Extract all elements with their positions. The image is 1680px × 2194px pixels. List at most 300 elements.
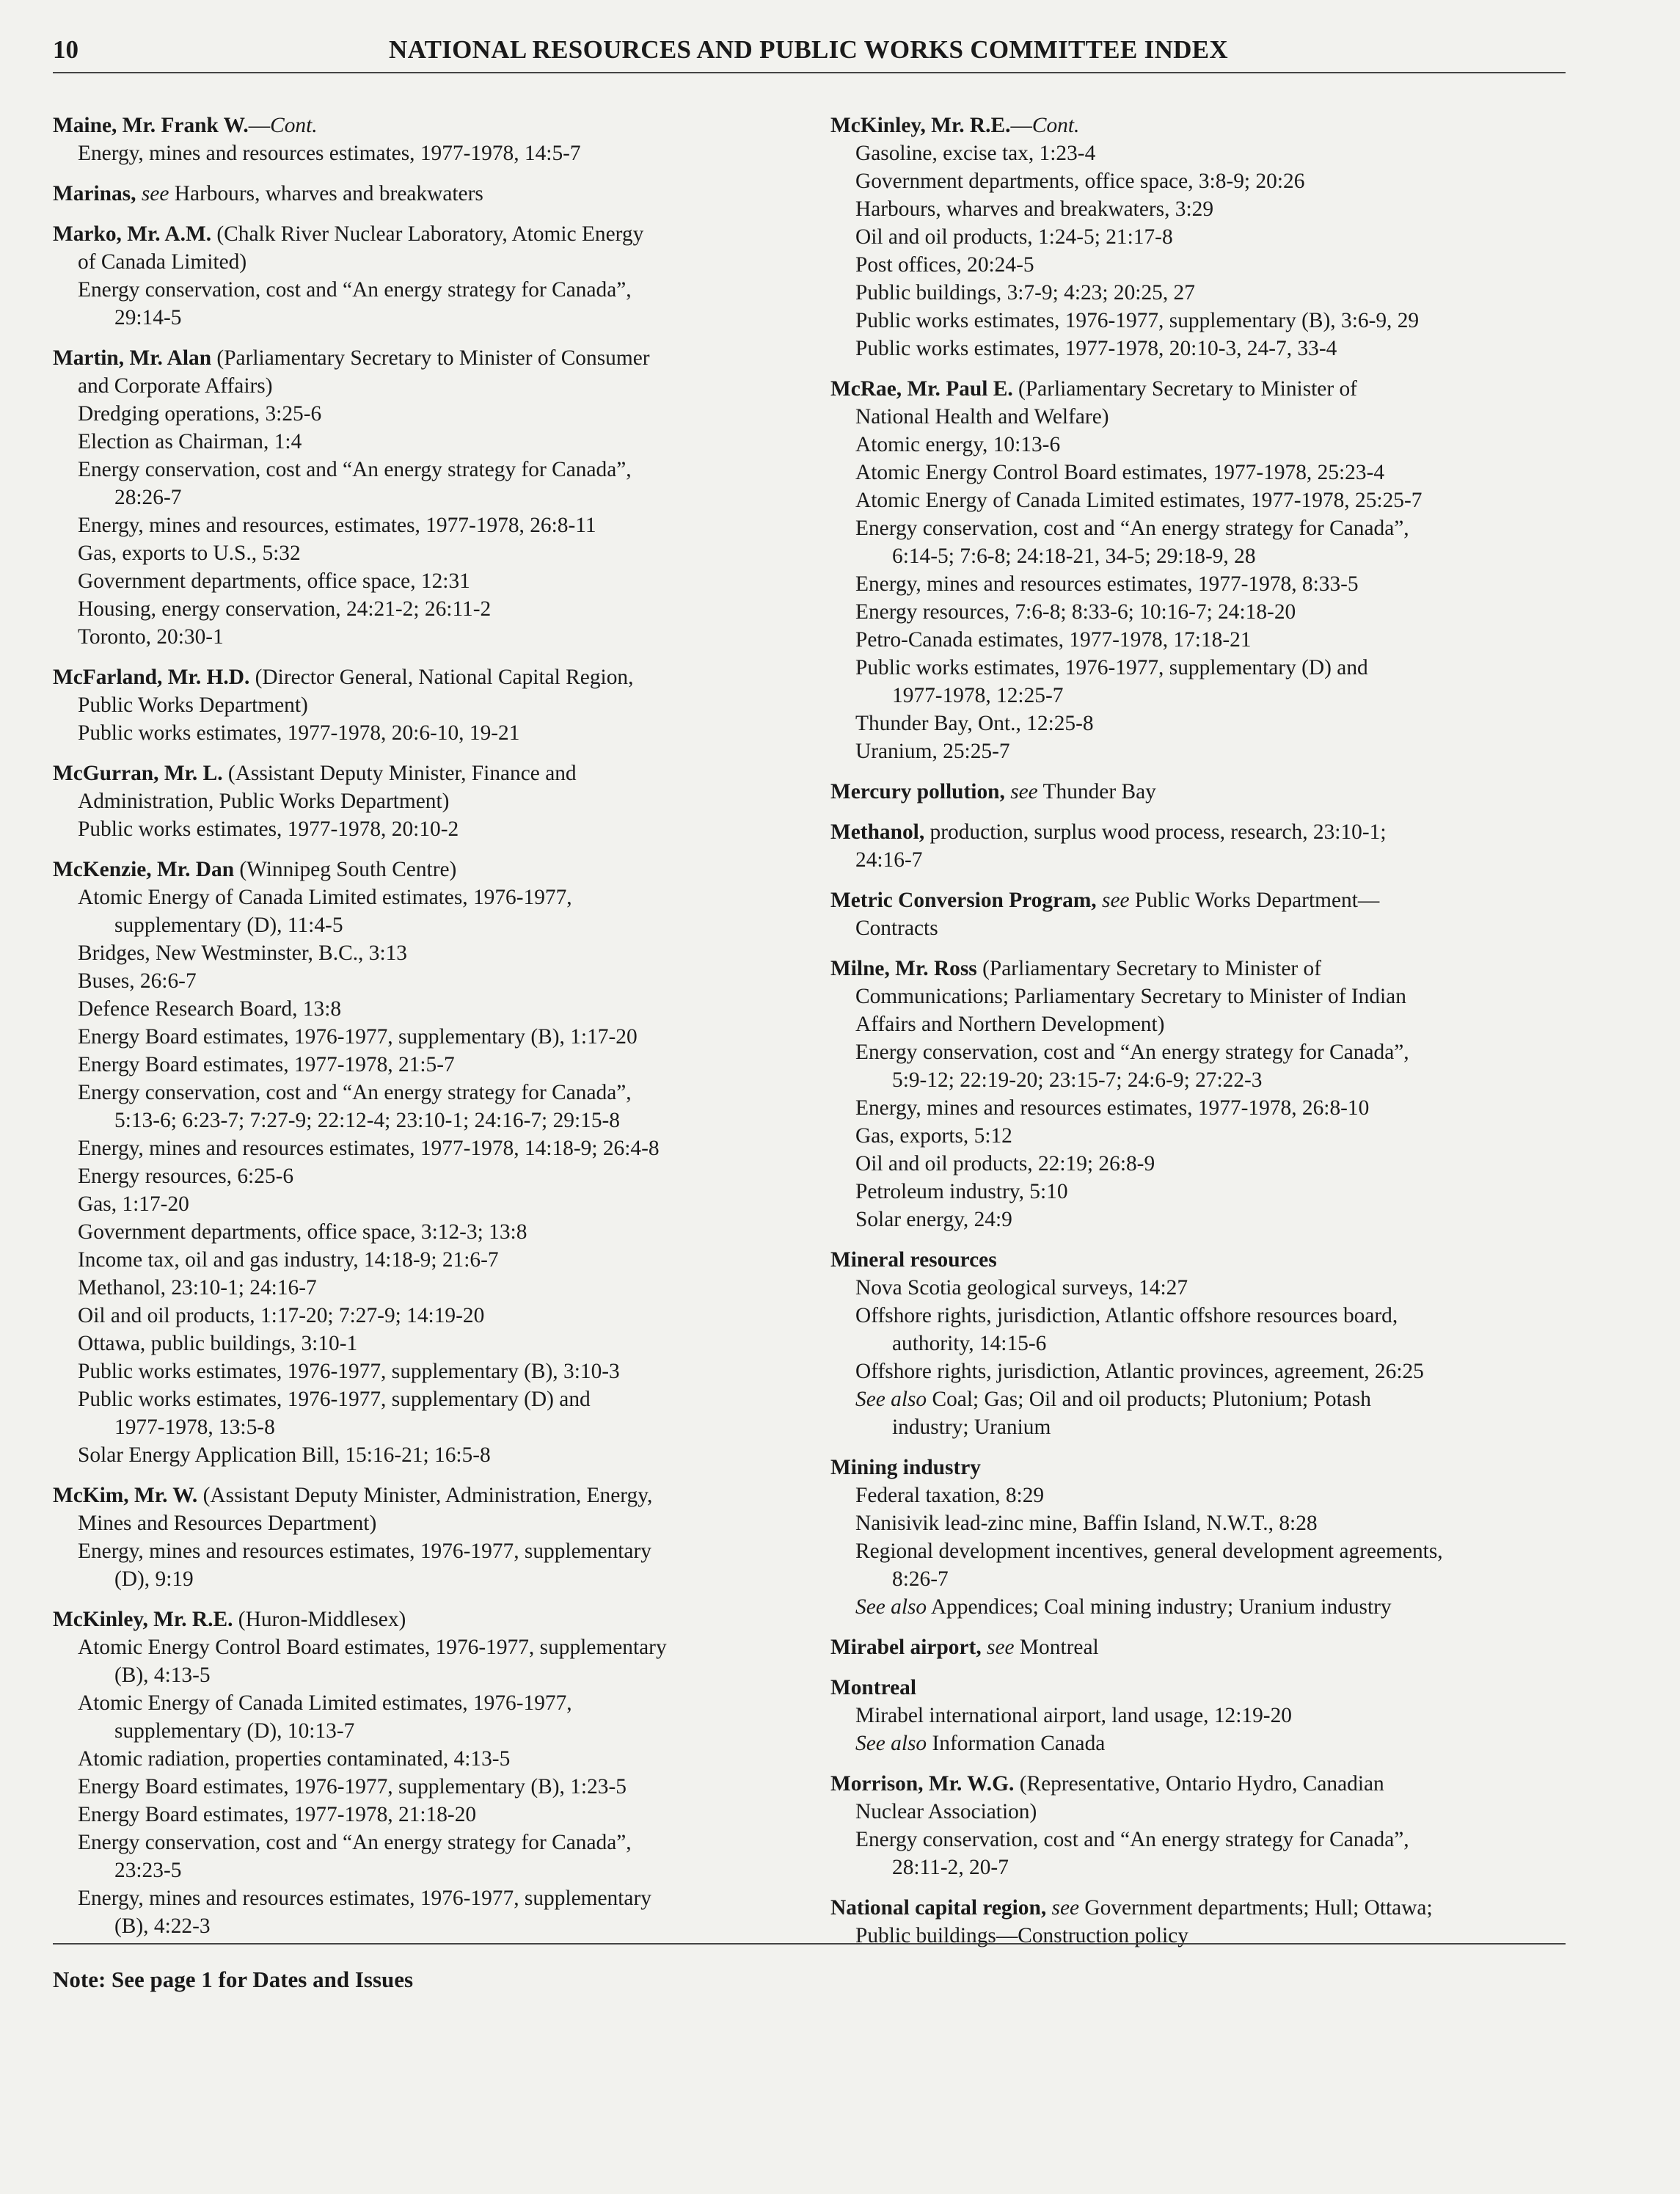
entry-text: Mirabel airport, xyxy=(830,1636,982,1659)
entry-text: Atomic Energy of Canada Limited estimates, 1976-1977, xyxy=(78,1691,572,1715)
entry-text: See also xyxy=(855,1595,927,1619)
entry-text: McKinley, Mr. R.E. xyxy=(53,1608,233,1631)
index-entry xyxy=(53,1482,794,1593)
entry-text xyxy=(1046,1896,1051,1920)
entry-text: Metric Conversion Program, xyxy=(830,889,1097,912)
index-entry xyxy=(830,1246,1571,1441)
entry-text: Ottawa, public buildings, 3:10-1 xyxy=(78,1332,358,1355)
entry-text: Gasoline, excise tax, 1:23-4 xyxy=(855,142,1096,165)
entry-text: Offshore rights, jurisdiction, Atlantic provinces, agreement, 26:25 xyxy=(855,1360,1424,1383)
entry-subentry-line xyxy=(830,682,1571,710)
entry-text: Atomic Energy of Canada Limited estimates, 1977-1978, 25:25-7 xyxy=(855,489,1422,512)
entry-text xyxy=(982,1636,987,1659)
entry-subentry-line xyxy=(53,567,794,595)
entry-text: Nanisivik lead-zinc mine, Baffin Island, N.W.T., 8:28 xyxy=(855,1512,1318,1535)
entry-heading-line xyxy=(830,1633,1571,1661)
entry-text: Gas, exports, 5:12 xyxy=(855,1124,1012,1148)
entry-subentry-line xyxy=(53,1689,794,1717)
entry-text: Morrison, Mr. W.G. xyxy=(830,1772,1015,1796)
entry-subentry-line xyxy=(53,939,794,967)
entry-subentry-line xyxy=(53,428,794,456)
entry-text: Cont. xyxy=(1031,114,1080,137)
entry-text: Methanol, 23:10-1; 24:16-7 xyxy=(78,1276,317,1300)
entry-text: Contracts xyxy=(855,916,938,940)
entry-subentry-line xyxy=(830,1922,1571,1950)
entry-heading-line xyxy=(830,375,1571,403)
entry-text: (Parliamentary Secretary to Minister of xyxy=(1012,377,1357,401)
entry-subentry-line xyxy=(53,539,794,567)
entry-subentry-line xyxy=(53,400,794,428)
entry-text: Thunder Bay, Ont., 12:25-8 xyxy=(855,712,1094,735)
entry-text: Government departments, office space, 3:8-9; 20:26 xyxy=(855,170,1305,193)
entry-subentry-line xyxy=(830,1094,1571,1122)
entry-text: Mineral resources xyxy=(830,1248,997,1272)
entry-subentry-line xyxy=(830,167,1571,195)
entry-text: 1977-1978, 12:25-7 xyxy=(892,684,1064,707)
entry-text: see xyxy=(1102,889,1130,912)
entry-subentry-line xyxy=(830,279,1571,307)
entry-subentry-line xyxy=(830,570,1571,598)
entry-text: Energy Board estimates, 1977-1978, 21:5-7 xyxy=(78,1053,455,1076)
entry-text: (D), 9:19 xyxy=(114,1567,194,1591)
entry-subentry-line xyxy=(830,598,1571,626)
entry-text: 5:13-6; 6:23-7; 7:27-9; 22:12-4; 23:10-1; 24:16-7; 29:15-8 xyxy=(114,1109,621,1132)
entry-text: Nuclear Association) xyxy=(855,1800,1037,1823)
entry-subentry-line xyxy=(830,486,1571,514)
entry-text: Energy, mines and resources estimates, 1977-1978, 14:18-9; 26:4-8 xyxy=(78,1137,660,1160)
entry-text: (Parliamentary Secretary to Minister of xyxy=(976,957,1322,980)
entry-subentry-line xyxy=(830,846,1571,874)
entry-text: Election as Chairman, 1:4 xyxy=(78,430,302,453)
entry-text: Energy Board estimates, 1976-1977, supplementary (B), 1:17-20 xyxy=(78,1025,638,1049)
entry-heading-line xyxy=(830,1674,1571,1702)
entry-text: Energy Board estimates, 1977-1978, 21:18-20 xyxy=(78,1803,477,1826)
entry-text: Affairs and Northern Development) xyxy=(855,1013,1165,1036)
entry-text: National Health and Welfare) xyxy=(855,405,1109,429)
entry-text: Public works estimates, 1977-1978, 20:6-10, 19-21 xyxy=(78,721,520,745)
entry-subentry-line xyxy=(830,1010,1571,1038)
entry-subentry-line xyxy=(53,1912,794,1940)
entry-text: Energy conservation, cost and “An energy strategy for Canada”, xyxy=(855,517,1409,540)
entry-text: Mines and Resources Department) xyxy=(78,1512,377,1535)
entry-subentry-line xyxy=(53,1441,794,1469)
entry-subentry-line xyxy=(53,1856,794,1884)
entry-heading-line xyxy=(53,220,794,248)
entry-subentry-line xyxy=(53,1246,794,1274)
entry-text: Energy conservation, cost and “An energy strategy for Canada”, xyxy=(78,1081,632,1104)
entry-text: Uranium, 25:25-7 xyxy=(855,740,1010,763)
entry-subentry-line xyxy=(53,1633,794,1661)
entry-subentry-line xyxy=(53,1413,794,1441)
entry-text: Defence Research Board, 13:8 xyxy=(78,997,342,1021)
entry-heading-line xyxy=(53,1482,794,1509)
entry-subentry-line xyxy=(830,223,1571,251)
entry-subentry-line xyxy=(53,1537,794,1565)
entry-subentry-line xyxy=(53,372,794,400)
entry-subentry-line xyxy=(830,1565,1571,1593)
entry-heading-line xyxy=(830,818,1571,846)
entry-subentry-line xyxy=(53,1302,794,1330)
entry-text: Energy conservation, cost and “An energy strategy for Canada”, xyxy=(855,1828,1409,1851)
index-entry xyxy=(830,1894,1571,1950)
entry-text: see xyxy=(141,182,169,205)
entry-heading-line xyxy=(53,856,794,883)
entry-text: See also xyxy=(855,1732,927,1755)
entry-text: (Assistant Deputy Minister, Finance and xyxy=(222,762,577,785)
entry-text: Gas, 1:17-20 xyxy=(78,1192,189,1216)
entry-text: (Representative, Ontario Hydro, Canadian xyxy=(1014,1772,1384,1796)
entry-subentry-line xyxy=(830,514,1571,542)
entry-subentry-line xyxy=(53,248,794,276)
entry-subentry-line xyxy=(830,1206,1571,1233)
entry-text: supplementary (D), 10:13-7 xyxy=(114,1719,355,1743)
index-entry xyxy=(53,112,794,167)
entry-subentry-line xyxy=(53,1079,794,1107)
entry-subentry-line xyxy=(53,484,794,511)
entry-subentry-line xyxy=(53,139,794,167)
entry-subentry-line xyxy=(53,1801,794,1829)
page-number: 10 xyxy=(53,35,78,64)
entry-subentry-line xyxy=(830,1509,1571,1537)
entry-subentry-line xyxy=(53,456,794,484)
entry-text: Nova Scotia geological surveys, 14:27 xyxy=(855,1276,1188,1300)
footer-note: Note: See page 1 for Dates and Issues xyxy=(53,1967,414,1992)
index-entry xyxy=(53,856,794,1469)
entry-subentry-line xyxy=(53,787,794,815)
entry-text: Communications; Parliamentary Secretary to Minister of Indian xyxy=(855,985,1406,1008)
entry-text: 28:11-2, 20-7 xyxy=(892,1856,1009,1879)
entry-text: (Huron-Middlesex) xyxy=(233,1608,406,1631)
entry-heading-line xyxy=(53,759,794,787)
entry-heading-line xyxy=(830,1770,1571,1798)
entry-text: Energy resources, 6:25-6 xyxy=(78,1165,294,1188)
entry-text: Oil and oil products, 1:24-5; 21:17-8 xyxy=(855,225,1173,249)
index-entry xyxy=(53,180,794,208)
entry-text: (B), 4:22-3 xyxy=(114,1914,211,1938)
entry-subentry-line xyxy=(830,1038,1571,1066)
entry-subentry-line xyxy=(830,1854,1571,1881)
entry-subentry-line xyxy=(830,1537,1571,1565)
entry-subentry-line xyxy=(830,1385,1571,1413)
entry-subentry-line xyxy=(53,1884,794,1912)
entry-text: Public Works Department— xyxy=(1129,889,1380,912)
entry-text: Milne, Mr. Ross xyxy=(830,957,977,980)
entry-text: Post offices, 20:24-5 xyxy=(855,253,1034,277)
entry-text: Petroleum industry, 5:10 xyxy=(855,1180,1068,1203)
entry-text: See also xyxy=(855,1388,927,1411)
index-entry xyxy=(830,778,1571,806)
entry-subentry-line xyxy=(830,1413,1571,1441)
entry-heading-line xyxy=(53,663,794,691)
entry-text: Energy conservation, cost and “An energy strategy for Canada”, xyxy=(78,1831,632,1854)
entry-text: 6:14-5; 7:6-8; 24:18-21, 34-5; 29:18-9, 28 xyxy=(892,544,1256,568)
entry-text: Petro-Canada estimates, 1977-1978, 17:18-21 xyxy=(855,628,1252,652)
entry-subentry-line xyxy=(830,1798,1571,1826)
entry-text: 5:9-12; 22:19-20; 23:15-7; 24:6-9; 27:22-3 xyxy=(892,1068,1263,1092)
entry-text: Government departments, office space, 12:31 xyxy=(78,569,470,593)
entry-text: Public works estimates, 1976-1977, supplementary (D) and xyxy=(78,1388,591,1411)
entry-text: Public works estimates, 1977-1978, 20:10-3, 24-7, 33-4 xyxy=(855,337,1337,360)
entry-text: Energy conservation, cost and “An energy strategy for Canada”, xyxy=(78,278,632,302)
entry-text: Oil and oil products, 1:17-20; 7:27-9; 14:19-20 xyxy=(78,1304,485,1327)
entry-heading-line xyxy=(53,112,794,139)
index-entry xyxy=(53,1606,794,1940)
entry-text: see xyxy=(1051,1896,1080,1920)
entry-text xyxy=(1097,889,1102,912)
index-entry xyxy=(830,1674,1571,1757)
entry-subentry-line xyxy=(830,195,1571,223)
entry-text: Buses, 26:6-7 xyxy=(78,969,197,993)
entry-text: Public works estimates, 1976-1977, supplementary (B), 3:6-9, 29 xyxy=(855,309,1420,332)
index-entry xyxy=(830,1454,1571,1621)
entry-subentry-line xyxy=(53,1773,794,1801)
entry-subentry-line xyxy=(53,1717,794,1745)
entry-text: McFarland, Mr. H.D. xyxy=(53,666,250,689)
entry-subentry-line xyxy=(830,139,1571,167)
index-entry xyxy=(53,344,794,651)
index-entry xyxy=(53,220,794,332)
entry-heading-line xyxy=(53,180,794,208)
entry-text: Marinas, xyxy=(53,182,136,205)
entry-subentry-line xyxy=(53,1829,794,1856)
entry-heading-line xyxy=(830,1246,1571,1274)
entry-text: Regional development incentives, general development agreements, xyxy=(855,1539,1443,1563)
entry-heading-line xyxy=(53,344,794,372)
entry-text: Cont. xyxy=(270,114,318,137)
entry-subentry-line xyxy=(53,815,794,843)
entry-subentry-line xyxy=(830,1593,1571,1621)
entry-text: Mining industry xyxy=(830,1456,981,1479)
index-entry xyxy=(830,886,1571,942)
page-header xyxy=(53,35,1564,69)
entry-text: Public buildings, 3:7-9; 4:23; 20:25, 27 xyxy=(855,281,1195,305)
header-rule xyxy=(53,72,1566,73)
index-entry xyxy=(830,1633,1571,1661)
entry-heading-line xyxy=(830,1894,1571,1922)
entry-text: McKim, Mr. W. xyxy=(53,1484,198,1507)
entry-text: McKenzie, Mr. Dan xyxy=(53,858,235,881)
entry-subentry-line xyxy=(53,511,794,539)
entry-text: Montreal xyxy=(1014,1636,1099,1659)
entry-subentry-line xyxy=(830,1730,1571,1757)
entry-text: Public Works Department) xyxy=(78,693,308,717)
entry-text: of Canada Limited) xyxy=(78,250,247,274)
entry-text: McKinley, Mr. R.E. xyxy=(830,114,1011,137)
entry-text: Energy, mines and resources estimates, 1977-1978, 8:33-5 xyxy=(855,572,1359,596)
entry-text: Energy conservation, cost and “An energy strategy for Canada”, xyxy=(78,458,632,481)
entry-text: Energy, mines and resources estimates, 1977-1978, 14:5-7 xyxy=(78,142,581,165)
entry-text: Public works estimates, 1976-1977, supplementary (D) and xyxy=(855,656,1368,679)
entry-text: Solar energy, 24:9 xyxy=(855,1208,1012,1231)
entry-subentry-line xyxy=(53,1330,794,1357)
entry-subentry-line xyxy=(830,626,1571,654)
entry-text: — xyxy=(1010,114,1032,137)
index-entry xyxy=(830,818,1571,874)
entry-text: Housing, energy conservation, 24:21-2; 26:11-2 xyxy=(78,597,492,621)
entry-subentry-line xyxy=(830,914,1571,942)
entry-text: Energy, mines and resources estimates, 1976-1977, supplementary xyxy=(78,1539,651,1563)
entry-text: Montreal xyxy=(830,1676,916,1699)
entry-subentry-line xyxy=(53,595,794,623)
entry-subentry-line xyxy=(830,710,1571,737)
entry-text: Mercury pollution, xyxy=(830,780,1005,803)
entry-subentry-line xyxy=(53,719,794,747)
entry-heading-line xyxy=(830,886,1571,914)
entry-text: Energy, mines and resources, estimates, 1977-1978, 26:8-11 xyxy=(78,514,596,537)
entry-text: Energy, mines and resources estimates, 1977-1978, 26:8-10 xyxy=(855,1096,1370,1120)
entry-subentry-line xyxy=(53,1509,794,1537)
entry-text: Atomic Energy Control Board estimates, 1977-1978, 25:23-4 xyxy=(855,461,1385,484)
entry-subentry-line xyxy=(53,304,794,332)
entry-text: Atomic radiation, properties contaminated, 4:13-5 xyxy=(78,1747,511,1771)
entry-text: Government departments, office space, 3:12-3; 13:8 xyxy=(78,1220,527,1244)
index-column-left xyxy=(53,112,794,1953)
entry-subentry-line xyxy=(53,1745,794,1773)
entry-text: 23:23-5 xyxy=(114,1859,182,1882)
entry-text: see xyxy=(987,1636,1015,1659)
page-title: NATIONAL RESOURCES AND PUBLIC WORKS COMMITTEE INDEX xyxy=(389,35,1228,64)
entry-subentry-line xyxy=(830,542,1571,570)
index-entry xyxy=(830,375,1571,765)
index-entry xyxy=(53,759,794,843)
entry-text: authority, 14:15-6 xyxy=(892,1332,1047,1355)
entry-subentry-line xyxy=(53,1023,794,1051)
entry-text: Appendices; Coal mining industry; Uranium industry xyxy=(927,1595,1392,1619)
entry-text: Federal taxation, 8:29 xyxy=(855,1484,1045,1507)
entry-text: Methanol, xyxy=(830,820,925,844)
entry-text: Public works estimates, 1977-1978, 20:10-2 xyxy=(78,817,459,841)
entry-subentry-line xyxy=(830,1702,1571,1730)
entry-subentry-line xyxy=(53,911,794,939)
entry-text: Gas, exports to U.S., 5:32 xyxy=(78,542,301,565)
entry-subentry-line xyxy=(53,691,794,719)
entry-subentry-line xyxy=(53,1385,794,1413)
entry-text: McRae, Mr. Paul E. xyxy=(830,377,1013,401)
entry-text: 24:16-7 xyxy=(855,848,923,872)
entry-text: Public works estimates, 1976-1977, supplementary (B), 3:10-3 xyxy=(78,1360,620,1383)
entry-text: Income tax, oil and gas industry, 14:18-9; 21:6-7 xyxy=(78,1248,499,1272)
index-entry xyxy=(830,112,1571,362)
entry-heading-line xyxy=(53,1606,794,1633)
entry-text: Solar Energy Application Bill, 15:16-21; 16:5-8 xyxy=(78,1443,491,1467)
entry-subentry-line xyxy=(830,1274,1571,1302)
entry-text: Atomic Energy Control Board estimates, 1976-1977, supplementary xyxy=(78,1636,667,1659)
entry-text: Coal; Gas; Oil and oil products; Plutonium; Potash xyxy=(927,1388,1371,1411)
entry-subentry-line xyxy=(53,1051,794,1079)
entry-subentry-line xyxy=(53,1107,794,1134)
entry-text: industry; Uranium xyxy=(892,1415,1051,1439)
entry-text: Public buildings—Construction policy xyxy=(855,1924,1188,1947)
entry-heading-line xyxy=(830,112,1571,139)
entry-subentry-line xyxy=(830,1357,1571,1385)
entry-text: (B), 4:13-5 xyxy=(114,1663,211,1687)
entry-subentry-line xyxy=(53,995,794,1023)
entry-subentry-line xyxy=(53,1190,794,1218)
entry-text: National capital region, xyxy=(830,1896,1047,1920)
entry-text: (Winnipeg South Centre) xyxy=(234,858,457,881)
index-entry xyxy=(53,663,794,747)
entry-text: supplementary (D), 11:4-5 xyxy=(114,914,343,937)
entry-text: 8:26-7 xyxy=(892,1567,949,1591)
entry-subentry-line xyxy=(830,431,1571,459)
entry-subentry-line xyxy=(53,1357,794,1385)
entry-text: (Parliamentary Secretary to Minister of Consumer xyxy=(211,346,650,370)
entry-text: Marko, Mr. A.M. xyxy=(53,222,212,246)
entry-text: Information Canada xyxy=(927,1732,1106,1755)
index-entry xyxy=(830,955,1571,1233)
entry-text: Energy resources, 7:6-8; 8:33-6; 10:16-7; 24:18-20 xyxy=(855,600,1296,624)
entry-subentry-line xyxy=(53,1218,794,1246)
entry-subentry-line xyxy=(53,1134,794,1162)
entry-text: Energy conservation, cost and “An energy strategy for Canada”, xyxy=(855,1040,1409,1064)
entry-subentry-line xyxy=(830,307,1571,335)
entry-text: Mirabel international airport, land usage, 12:19-20 xyxy=(855,1704,1292,1727)
entry-subentry-line xyxy=(53,623,794,651)
entry-text: Atomic Energy of Canada Limited estimates, 1976-1977, xyxy=(78,886,572,909)
footer-rule xyxy=(53,1943,1566,1945)
entry-heading-line xyxy=(830,955,1571,983)
entry-text: Atomic energy, 10:13-6 xyxy=(855,433,1061,456)
entry-text: 29:14-5 xyxy=(114,306,182,329)
entry-text: production, surplus wood process, research, 23:10-1; xyxy=(924,820,1387,844)
entry-subentry-line xyxy=(830,1178,1571,1206)
entry-subentry-line xyxy=(830,1066,1571,1094)
entry-subentry-line xyxy=(53,1661,794,1689)
entry-subentry-line xyxy=(830,1122,1571,1150)
entry-text: Harbours, wharves and breakwaters, 3:29 xyxy=(855,197,1214,221)
entry-text: McGurran, Mr. L. xyxy=(53,762,223,785)
entry-text: Oil and oil products, 22:19; 26:8-9 xyxy=(855,1152,1155,1176)
entry-text: Dredging operations, 3:25-6 xyxy=(78,402,322,426)
entry-subentry-line xyxy=(830,737,1571,765)
entry-text: Offshore rights, jurisdiction, Atlantic offshore resources board, xyxy=(855,1304,1398,1327)
index-column-right xyxy=(830,112,1571,1962)
entry-subentry-line xyxy=(830,1826,1571,1854)
entry-text: Maine, Mr. Frank W. xyxy=(53,114,249,137)
entry-heading-line xyxy=(830,778,1571,806)
entry-text: Harbours, wharves and breakwaters xyxy=(169,182,483,205)
entry-text: — xyxy=(248,114,271,137)
entry-text: see xyxy=(1010,780,1038,803)
entry-subentry-line xyxy=(53,883,794,911)
entry-text: (Director General, National Capital Region, xyxy=(249,666,634,689)
index-entry xyxy=(830,1770,1571,1881)
entry-text: Martin, Mr. Alan xyxy=(53,346,212,370)
entry-subentry-line xyxy=(830,403,1571,431)
entry-text: Energy, mines and resources estimates, 1976-1977, supplementary xyxy=(78,1887,651,1910)
entry-subentry-line xyxy=(53,1274,794,1302)
entry-subentry-line xyxy=(830,983,1571,1010)
entry-subentry-line xyxy=(53,1565,794,1593)
entry-text: (Assistant Deputy Minister, Administration, Energy, xyxy=(197,1484,653,1507)
entry-subentry-line xyxy=(53,1162,794,1190)
entry-text: Energy Board estimates, 1976-1977, supplementary (B), 1:23-5 xyxy=(78,1775,627,1798)
entry-text: (Chalk River Nuclear Laboratory, Atomic Energy xyxy=(211,222,644,246)
entry-text: 28:26-7 xyxy=(114,486,182,509)
entry-heading-line xyxy=(830,1454,1571,1482)
entry-subentry-line xyxy=(830,251,1571,279)
entry-subentry-line xyxy=(830,1482,1571,1509)
entry-subentry-line xyxy=(830,459,1571,486)
entry-text: Bridges, New Westminster, B.C., 3:13 xyxy=(78,941,407,965)
entry-text xyxy=(136,182,141,205)
entry-subentry-line xyxy=(830,1330,1571,1357)
entry-text: and Corporate Affairs) xyxy=(78,374,273,398)
entry-text: Administration, Public Works Department) xyxy=(78,790,450,813)
entry-subentry-line xyxy=(830,1150,1571,1178)
entry-subentry-line xyxy=(830,654,1571,682)
entry-subentry-line xyxy=(53,276,794,304)
